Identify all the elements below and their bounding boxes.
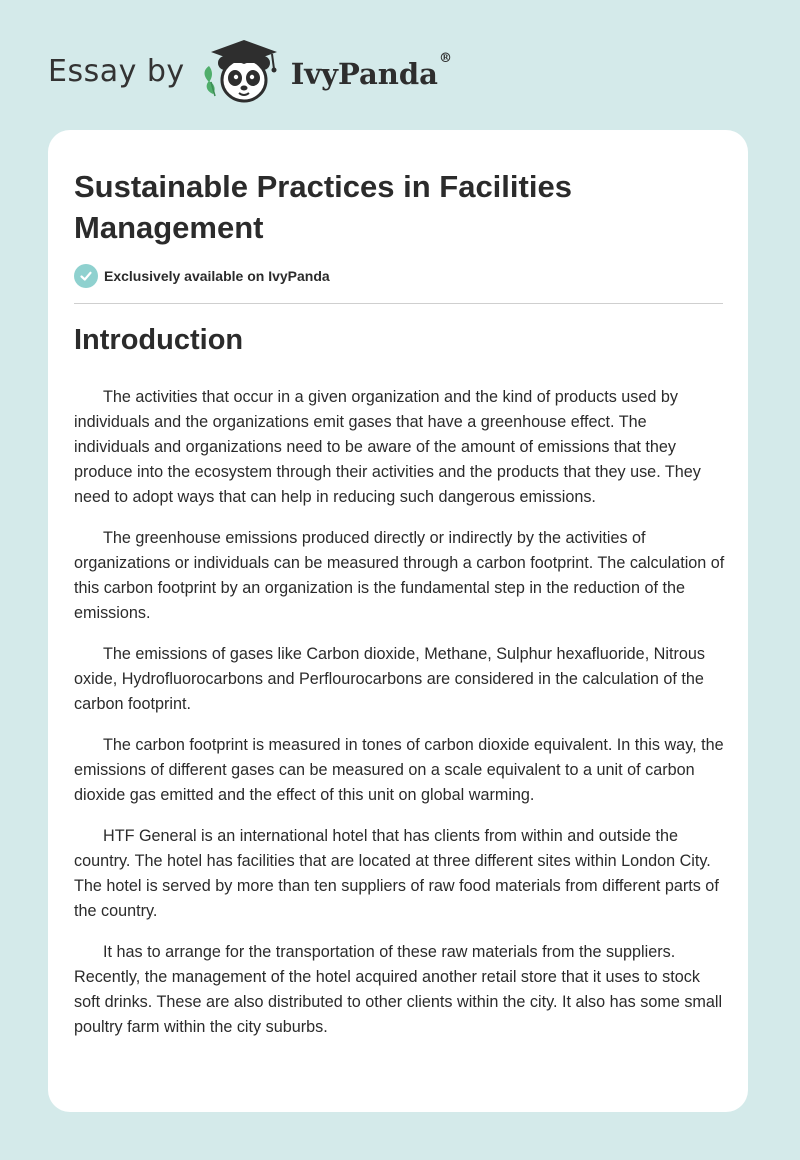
exclusive-badge	[74, 264, 330, 288]
site-header	[48, 36, 452, 108]
essay-by-label: Essay by	[48, 53, 185, 89]
essay-body	[74, 385, 726, 1056]
paragraph: The emissions of gases like Carbon dioxide, Methane, Sulphur hexafluoride, Nitrous oxide, Hydrofluorocarbons and Perflourocarbons are considered in the calculation of the carbon footprint.	[74, 645, 705, 713]
paragraph: The greenhouse emissions produced directly or indirectly by the activities of organizations or individuals can be measured through a carbon footprint. The calculation of this carbon footprint by an organization is the fundamental step in the reduction of the emissions.	[74, 529, 725, 622]
paragraph: It has to arrange for the transportation of these raw materials from the suppliers. Recently, the management of the hotel acquired another retail store that it uses to stock soft drinks. These are also distributed to other clients within the city. It also has some small poultry farm within the city suburbs.	[74, 943, 723, 1036]
paragraph: The activities that occur in a given organization and the kind of products used by individuals and the organizations emit gases that have a greenhouse effect. The individuals and organizations need to be aware of the amount of emissions that they produce into the ecosystem through their activities and the products that they use. They need to adopt ways that can help in reducing such dangerous emissions.	[74, 388, 701, 506]
brand-wordmark: IvyPanda	[290, 57, 438, 91]
essay-card	[48, 130, 748, 1112]
brand-name[interactable]	[290, 51, 452, 91]
section-heading-introduction: Introduction	[74, 324, 244, 356]
essay-title: Sustainable Practices in Facilities Management	[74, 169, 572, 245]
registered-mark: ®	[438, 51, 452, 66]
paragraph: HTF General is an international hotel that has clients from within and outside the country. The hotel has facilities that are located at three different sites within London City. The hotel is served by more than ten suppliers of raw food materials from different parts of the country.	[74, 827, 719, 920]
paragraph: The carbon footprint is measured in tones of carbon dioxide equivalent. In this way, the emissions of different gases can be measured on a scale equivalent to a unit of carbon dioxide gas emitted and the effect of this unit on global warming.	[74, 736, 724, 804]
check-circle-icon	[74, 264, 98, 288]
title-divider	[74, 303, 723, 304]
exclusive-badge-label: Exclusively available on IvyPanda	[104, 268, 330, 284]
panda-graduation-cap-icon[interactable]	[199, 36, 289, 108]
